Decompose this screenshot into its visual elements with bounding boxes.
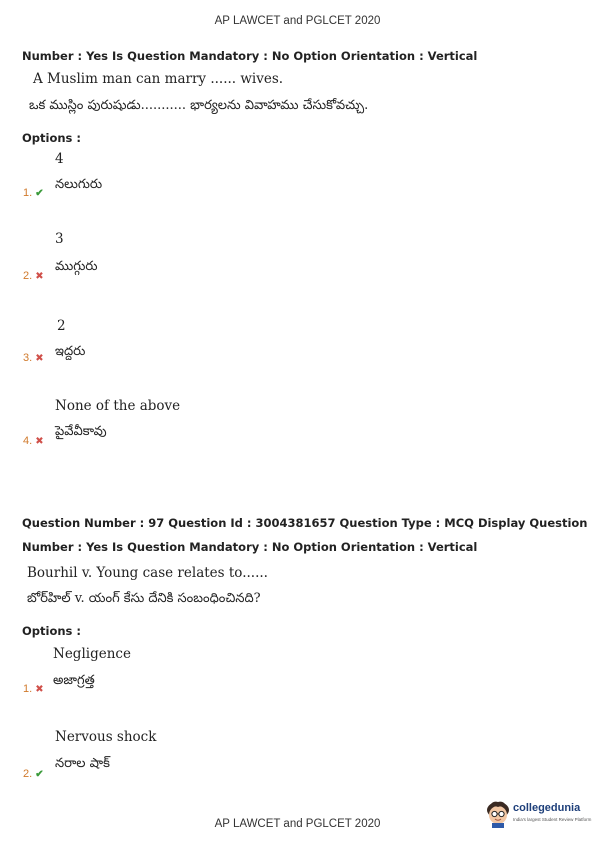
- option-1-index: 1.: [23, 187, 33, 199]
- option-1-telugu: నలుగురు: [55, 177, 103, 192]
- option-2-number: [23, 768, 44, 780]
- option-2-telugu: నరాల షాక్: [55, 756, 110, 771]
- question-text-english: Bourhil v. Young case relates to......: [27, 565, 268, 581]
- option-3-number: [23, 352, 44, 364]
- option-1-english: Negligence: [53, 646, 131, 662]
- question-text-telugu: బోర్‌హిల్ v. యంగ్ కేసు దేనికి సంబంధించినది?: [27, 591, 261, 606]
- option-1-number: [23, 187, 44, 199]
- option-1-english: 4: [55, 151, 64, 167]
- cross-icon: ✖: [35, 436, 44, 447]
- question-text-english: A Muslim man can marry ...... wives.: [33, 71, 284, 87]
- page-footer: AP LAWCET and PGLCET 2020: [214, 818, 381, 830]
- question-meta-line-2: Number : Yes Is Question Mandatory : No Option Orientation : Vertical: [22, 540, 478, 554]
- checkmark-icon: ✔: [35, 188, 44, 199]
- option-3-english: 2: [57, 318, 66, 334]
- option-1-telugu: అజాగ్రత్త: [53, 673, 95, 688]
- option-4-number: [23, 435, 44, 447]
- option-1-index: 1.: [23, 683, 33, 695]
- option-1-number: [23, 683, 44, 695]
- option-2-telugu: ముగ్గురు: [55, 259, 98, 274]
- option-2-english: Nervous shock: [55, 729, 157, 745]
- option-3-index: 3.: [23, 352, 33, 364]
- cross-icon: ✖: [35, 684, 44, 695]
- option-2-number: [23, 270, 44, 282]
- logo-brand-name: collegedunia: [513, 802, 581, 814]
- options-label: Options :: [22, 131, 81, 145]
- option-4-index: 4.: [23, 435, 33, 447]
- cross-icon: ✖: [35, 353, 44, 364]
- logo-tagline: India's largest Student Review Platform: [513, 817, 592, 822]
- options-label: Options :: [22, 624, 81, 638]
- option-2-english: 3: [55, 231, 64, 247]
- checkmark-icon: ✔: [35, 769, 44, 780]
- page-header: AP LAWCET and PGLCET 2020: [214, 15, 381, 27]
- option-4-english: None of the above: [55, 398, 181, 414]
- question-meta-line: Number : Yes Is Question Mandatory : No Option Orientation : Vertical: [22, 49, 478, 63]
- option-3-telugu: ఇద్దరు: [55, 344, 86, 359]
- cross-icon: ✖: [35, 271, 44, 282]
- option-4-telugu: పైవేవీకావు: [55, 424, 107, 439]
- question-meta-line-1: Question Number : 97 Question Id : 3004381657 Question Type : MCQ Display Question: [22, 516, 588, 530]
- question-text-telugu: ఒక ముస్లిం పురుషుడు........... భార్యలను వివాహము చేసుకోవచ్చు.: [29, 98, 369, 113]
- option-2-index: 2.: [23, 768, 33, 780]
- option-2-index: 2.: [23, 270, 33, 282]
